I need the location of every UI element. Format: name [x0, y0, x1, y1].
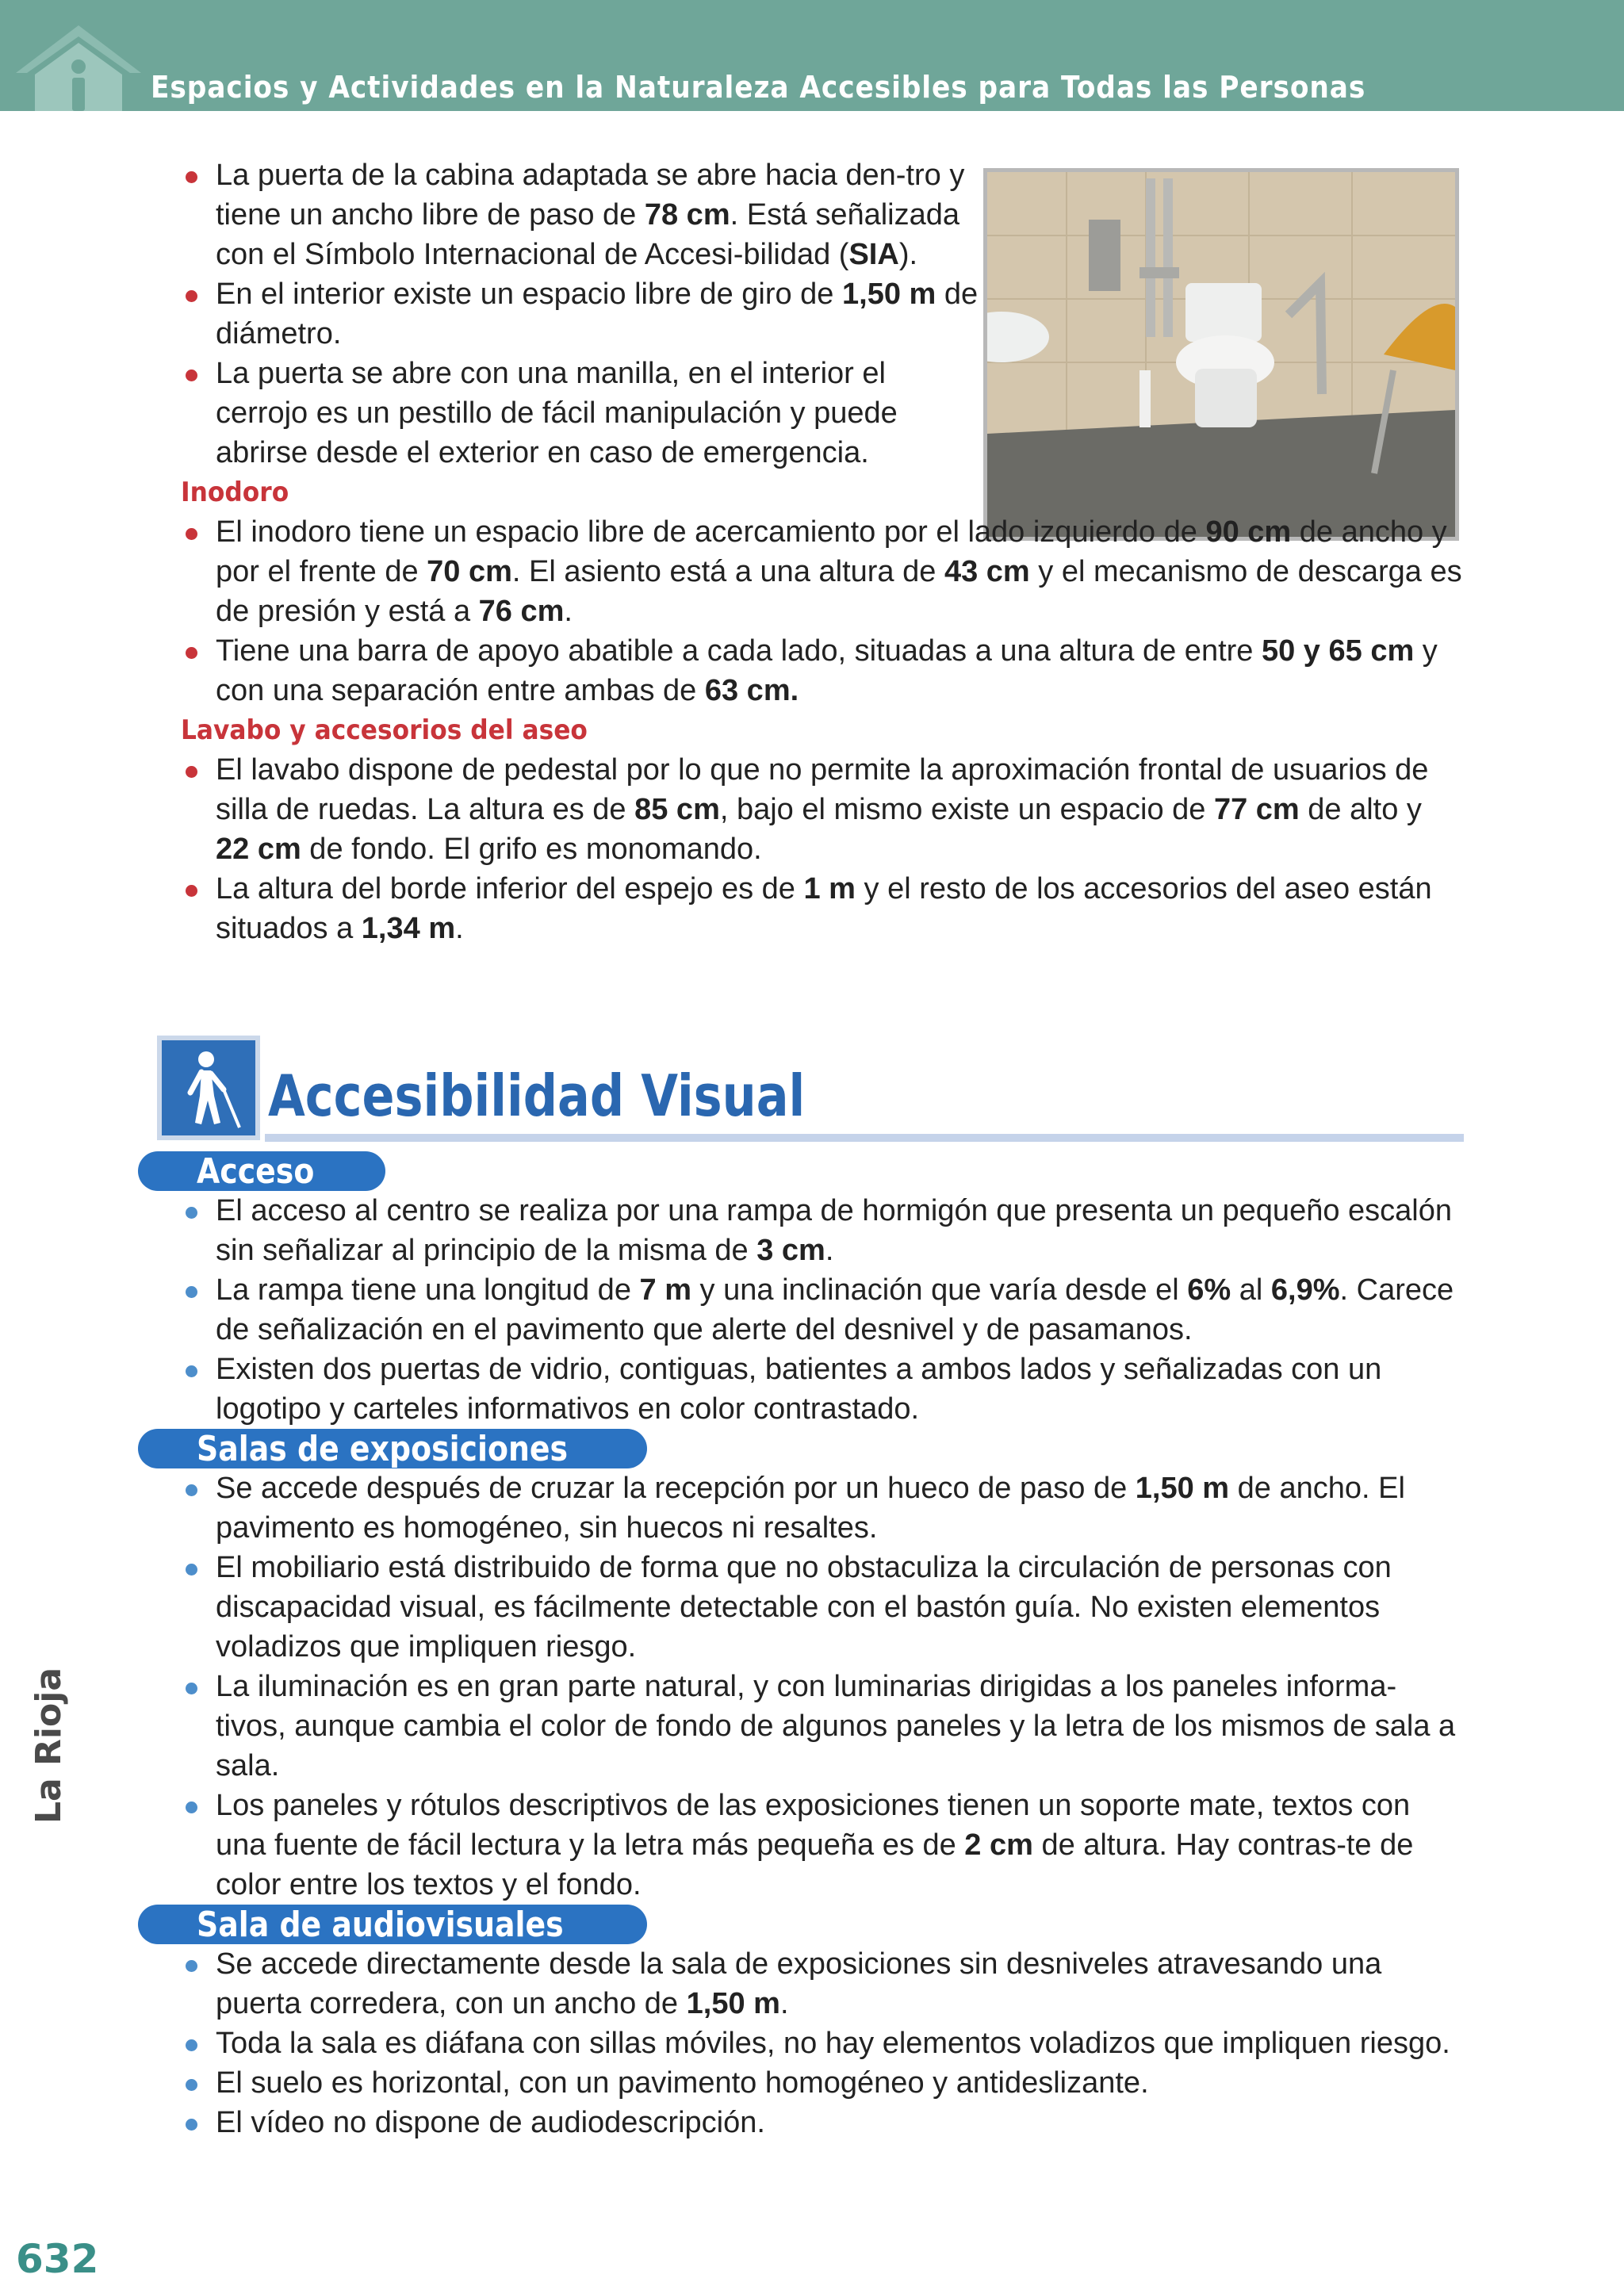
bold-value: 2 cm: [964, 1828, 1033, 1862]
text-run: Se accede directamente desde la sala de exposiciones sin desniveles atravesando una puerta corredera, con un ancho de: [216, 1947, 1382, 2020]
region-label: La Rioja: [29, 1667, 69, 1824]
list-item: [181, 750, 1462, 869]
text-run: .: [825, 1234, 834, 1267]
text-run: Los paneles y rótulos descriptivos de las exposiciones tienen un soporte mate, textos con una fuente de fácil lectura y la letra más pequeña es de: [216, 1789, 1411, 1862]
text-run: .: [779, 1987, 789, 2020]
list-item: [181, 512, 1462, 631]
text-run: Toda la sala es diáfana con sillas móviles, no hay elementos voladizos que impliquen riesgo.: [216, 2027, 1450, 2060]
list-item: [181, 354, 982, 473]
list-item: [181, 1270, 1462, 1350]
list-item: [181, 1944, 1462, 2024]
visual-accessibility-content: [181, 1151, 1462, 2142]
bold-value: 1,34 m: [361, 912, 456, 945]
list-item: [181, 1548, 1462, 1667]
bullet-icon: [186, 369, 197, 381]
text-run: al: [1231, 1273, 1271, 1307]
text-run: El acceso al centro se realiza por una rampa de hormigón que presenta un pequeño escalón sin señalizar al principio de la misma de: [216, 1194, 1453, 1267]
bold-value: 3 cm: [756, 1234, 825, 1267]
bullet-icon: [186, 1365, 197, 1377]
text-run: La altura del borde inferior del espejo es de: [216, 872, 804, 906]
text-run: . El asiento está a una altura de: [511, 555, 944, 588]
text-run: Existen dos puertas de vidrio, contiguas, batientes a ambos lados y señalizadas con un logotipo y carteles informativos en color contrastado.: [216, 1353, 1382, 1426]
list-item: [181, 1350, 1462, 1429]
bold-value: 76 cm: [478, 595, 565, 628]
salas-list: [181, 1468, 1462, 1905]
bold-value: 1,50 m: [842, 278, 936, 311]
acceso-list: [181, 1191, 1462, 1429]
bold-value: 85 cm: [634, 793, 720, 826]
text-run: La puerta de la cabina adaptada se abre hacia den-tro y tiene un ancho libre de paso de: [216, 159, 965, 232]
header-band: [0, 0, 1624, 111]
text-run: La rampa tiene una longitud de: [216, 1273, 640, 1307]
text-run: El inodoro tiene un espacio libre de acercamiento por el lado izquierdo de: [216, 515, 1206, 549]
text-run: y una inclinación que varía desde el: [691, 1273, 1188, 1307]
section-divider: [265, 1134, 1464, 1142]
text-run: En el interior existe un espacio libre de giro de: [216, 278, 843, 311]
lavabo-heading: Lavabo y accesorios del aseo: [181, 714, 588, 746]
section-title: Accesibilidad Visual: [268, 1063, 806, 1129]
list-item: [181, 2063, 1462, 2103]
page-number: 632: [16, 2236, 99, 2282]
bullet-icon: [186, 1484, 197, 1496]
text-run: El suelo es horizontal, con un pavimento homogéneo y antideslizante.: [216, 2066, 1149, 2100]
bold-value: 90 cm: [1205, 515, 1292, 549]
bullet-icon: [186, 885, 197, 897]
text-run: Tiene una barra de apoyo abatible a cada lado, situadas a una altura de entre: [216, 634, 1262, 668]
subsection-label: Salas de exposiciones: [197, 1429, 569, 1469]
text-run: La puerta se abre con una manilla, en el interior el cerrojo es un pestillo de fácil manipulación y puede abrirse desde el exterior en caso de emergencia.: [216, 357, 898, 469]
bold-value: 78 cm: [644, 198, 730, 232]
subsection-label: Acceso: [197, 1151, 315, 1192]
bold-value: 50 y 65 cm: [1261, 634, 1415, 668]
blind-person-cane-icon: [157, 1036, 260, 1140]
bullet-icon: [186, 528, 197, 540]
text-run: . Está señalizada con el Símbolo Internacional de Accesi-bilidad (: [216, 198, 960, 271]
list-item: [181, 155, 982, 274]
text-run: . Carece de señalización en el pavimento que alerte del desnivel y de pasamanos.: [216, 1273, 1454, 1346]
bold-value: 63 cm.: [704, 674, 799, 707]
bullet-icon: [186, 1286, 197, 1298]
bullet-icon: [186, 171, 197, 183]
bold-value: 70 cm: [427, 555, 512, 588]
list-item: [181, 274, 982, 354]
text-run: ).: [898, 238, 918, 271]
lavabo-list: [181, 750, 1462, 948]
text-run: y con una separación entre ambas de: [216, 634, 1438, 707]
text-run: y el mecanismo de descarga es de presión y está a: [216, 555, 1462, 628]
inodoro-list: [181, 512, 1462, 710]
bathroom-content: [181, 155, 1462, 948]
bold-value: 77 cm: [1213, 793, 1300, 826]
audiovisuales-list: [181, 1944, 1462, 2142]
bullet-icon: [186, 290, 197, 302]
text-run: de ancho. El pavimento es homogéneo, sin huecos ni resaltes.: [216, 1472, 1405, 1545]
bullet-icon: [186, 1960, 197, 1972]
subsection-header-acceso: [181, 1151, 1462, 1191]
bullet-icon: [186, 1683, 197, 1694]
text-run: El vídeo no dispone de audiodescripción.: [216, 2106, 765, 2139]
text-run: El lavabo dispone de pedestal por lo que no permite la aproximación frontal de usuarios de silla de ruedas. La altura es de: [216, 753, 1429, 826]
list-item: [181, 2103, 1462, 2142]
bullet-icon: [186, 2119, 197, 2131]
list-item: [181, 1786, 1462, 1905]
text-run: y el resto de los accesorios del aseo están situados a: [216, 872, 1432, 945]
bold-value: 6%: [1187, 1273, 1231, 1307]
bold-value: 1,50 m: [1135, 1472, 1230, 1505]
bold-value: 7 m: [639, 1273, 691, 1307]
house-icon: [11, 19, 146, 111]
text-run: de altura. Hay contras-te de color entre los textos y el fondo.: [216, 1828, 1414, 1901]
bullet-icon: [186, 2039, 197, 2051]
list-item: [181, 1191, 1462, 1270]
list-item: [181, 631, 1462, 710]
bullet-icon: [186, 647, 197, 659]
subsection-label: Sala de audiovisuales: [197, 1905, 564, 1945]
list-item: [181, 1667, 1462, 1786]
bullet-icon: [186, 1801, 197, 1813]
bold-value: 22 cm: [216, 833, 301, 866]
bold-value: 1,50 m: [686, 1987, 780, 2020]
bold-value: 1 m: [803, 872, 856, 906]
bullet-icon: [186, 2079, 197, 2091]
bold-value: 43 cm: [944, 555, 1030, 588]
text-run: El mobiliario está distribuido de forma que no obstaculiza la circulación de personas con discapacidad visual, es fácilmente detectable con el bastón guía. No existen elementos voladizos que impliquen riesgo.: [216, 1551, 1392, 1664]
subsection-header-audiovisuales: [181, 1905, 1462, 1944]
list-item: [181, 869, 1462, 948]
text-run: de ancho y por el frente de: [216, 515, 1447, 588]
inodoro-heading: Inodoro: [181, 477, 289, 508]
bullet-icon: [186, 1564, 197, 1576]
text-run: La iluminación es en gran parte natural, y con luminarias dirigidas a los paneles informa-tivos, aunque cambia el color de fondo de algunos paneles y la letra de los mismos de sala a sala.: [216, 1670, 1456, 1782]
text-run: de fondo. El grifo es monomando.: [301, 833, 762, 866]
text-run: .: [564, 595, 573, 628]
header-title: Espacios y Actividades en la Naturaleza Accesibles para Todas las Personas: [151, 70, 1366, 105]
text-run: .: [455, 912, 464, 945]
cabin-list: [181, 155, 1462, 473]
text-run: de diámetro.: [216, 278, 979, 350]
bold-value: SIA: [848, 238, 899, 271]
text-run: Se accede después de cruzar la recepción por un hueco de paso de: [216, 1472, 1136, 1505]
list-item: [181, 2024, 1462, 2063]
text-run: , bajo el mismo existe un espacio de: [719, 793, 1214, 826]
bold-value: 6,9%: [1270, 1273, 1340, 1307]
bullet-icon: [186, 1207, 197, 1219]
subsection-header-salas: [181, 1429, 1462, 1468]
list-item: [181, 1468, 1462, 1548]
bullet-icon: [186, 766, 197, 778]
text-run: de alto y: [1299, 793, 1422, 826]
